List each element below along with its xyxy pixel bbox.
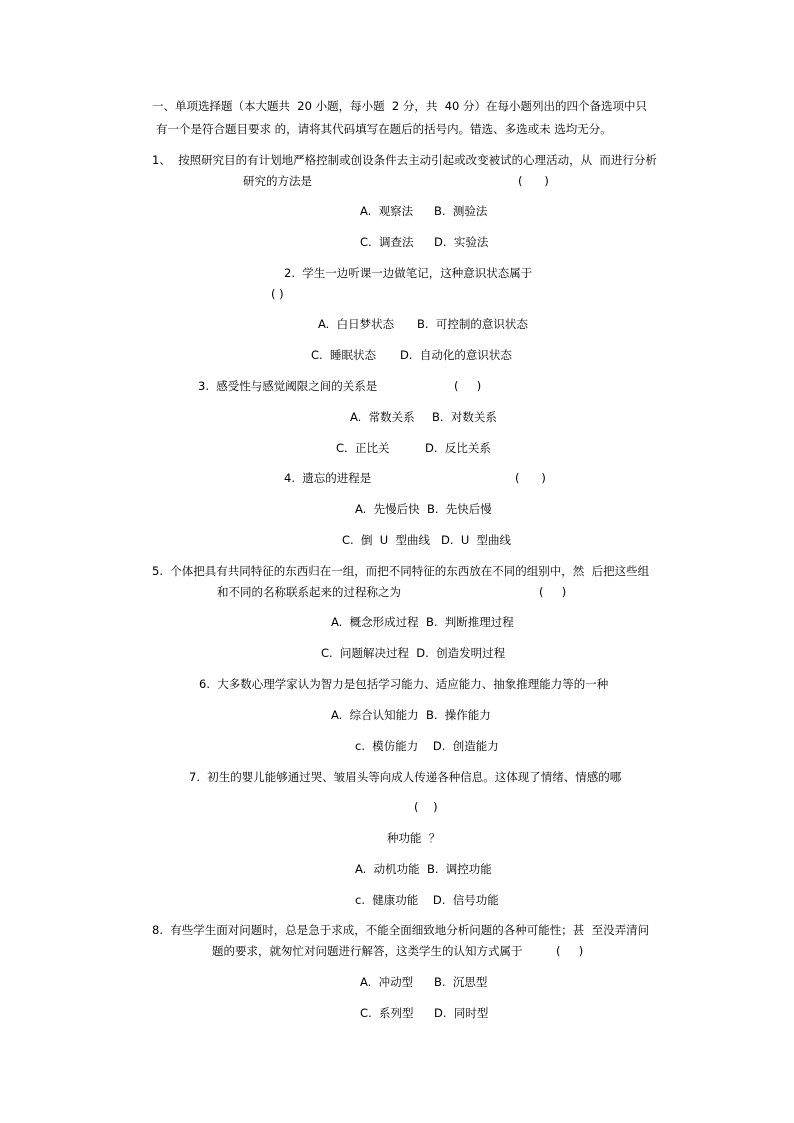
question-7-stem: 7. 初生的婴儿能够通过哭、皱眉头等向成人传递各种信息。这体现了情绪、情感的哪 <box>189 770 622 784</box>
question-6-stem: 6. 大多数心理学家认为智力是包括学习能力、适应能力、抽象推理能力等的一种 <box>199 677 609 691</box>
question-3-answer-bracket: ( ) <box>454 379 482 393</box>
question-3-option-d: D. 反比关系 <box>425 441 491 455</box>
question-8-answer-bracket: ( ) <box>556 944 584 958</box>
question-2-stem: 2. 学生一边听课一边做笔记，这种意识状态属于 <box>284 266 533 280</box>
question-7-answer-bracket: ( ) <box>414 800 438 814</box>
question-3-option-b: B. 对数关系 <box>432 410 497 424</box>
section-heading-line-2: 有一个是符合题目要求 的，请将其代码填写在题后的括号内。错选、多选或未 选均无分。 <box>156 122 612 136</box>
question-1-option-b: B. 测验法 <box>434 204 488 218</box>
question-2-option-b: B. 可控制的意识状态 <box>417 317 528 331</box>
question-4-answer-bracket: ( ) <box>515 471 546 485</box>
question-7-options-cd: c. 健康功能 D. 信号功能 <box>355 893 499 907</box>
section-heading-line-1: 一、单项选择题（本大题共 20 小题，每小题 2 分，共 40 分）在每小题列出的四个备选项中只 <box>152 99 647 113</box>
question-1-stem-line-1: 1、 按照研究目的有计划地严格控制或创设条件去主动引起或改变被试的心理活动，从 而进行分析 <box>152 153 657 167</box>
question-1-option-d: D. 实验法 <box>434 235 489 249</box>
question-5-stem-line-2: 和不同的名称联系起来的过程称之为 <box>217 585 401 599</box>
question-1-option-a: A. 观察法 <box>360 204 414 218</box>
question-5-stem-line-1: 5. 个体把具有共同特征的东西归在一组，而把不同特征的东西放在不同的组别中，然 后把这些组 <box>152 564 650 578</box>
question-8-stem-line-2: 题的要求，就匆忙对问题进行解答，这类学生的认知方式属于 <box>212 944 523 958</box>
question-5-answer-bracket: ( ) <box>539 585 567 599</box>
question-4-options-ab: A. 先慢后快 B. 先快后慢 <box>355 502 492 516</box>
question-3-option-c: C. 正比关 <box>336 441 390 455</box>
question-4-options-cd: C. 倒 U 型曲线 D. U 型曲线 <box>342 533 512 547</box>
question-8-option-d: D. 同时型 <box>434 1006 489 1020</box>
question-2-option-a: A. 白日梦状态 <box>318 317 395 331</box>
question-8-stem-line-1: 8. 有些学生面对问题时，总是急于求成，不能全面细致地分析问题的各种可能性；甚 至没弄清问 <box>152 923 650 937</box>
question-3-option-a: A. 常数关系 <box>350 410 415 424</box>
question-7-options-ab: A. 动机功能 B. 调控功能 <box>355 862 492 876</box>
question-2-option-d: D. 自动化的意识状态 <box>400 348 512 362</box>
question-2-option-c: C. 睡眠状态 <box>311 348 376 362</box>
question-3-stem: 3. 感受性与感觉阈限之间的关系是 <box>198 379 378 393</box>
question-1-answer-bracket: ( ) <box>518 174 549 188</box>
question-8-option-a: A. 冲动型 <box>360 975 414 989</box>
question-5-options-ab: A. 概念形成过程 B. 判断推理过程 <box>331 615 514 629</box>
question-4-stem: 4. 遗忘的进程是 <box>284 471 372 485</box>
question-1-option-c: C. 调查法 <box>360 235 414 249</box>
question-6-options-cd: c. 模仿能力 D. 创造能力 <box>355 739 499 753</box>
question-6-options-ab: A. 综合认知能力 B. 操作能力 <box>331 708 491 722</box>
question-7-stem-continuation: 种功能 ？ <box>387 831 441 845</box>
question-1-stem-line-2: 研究的方法是 <box>243 174 312 188</box>
question-8-option-b: B. 沉思型 <box>434 975 488 989</box>
question-5-options-cd: C. 问题解决过程 D. 创造发明过程 <box>321 646 506 660</box>
question-2-answer-bracket: ( ) <box>271 287 284 301</box>
question-8-option-c: C. 系列型 <box>360 1006 414 1020</box>
